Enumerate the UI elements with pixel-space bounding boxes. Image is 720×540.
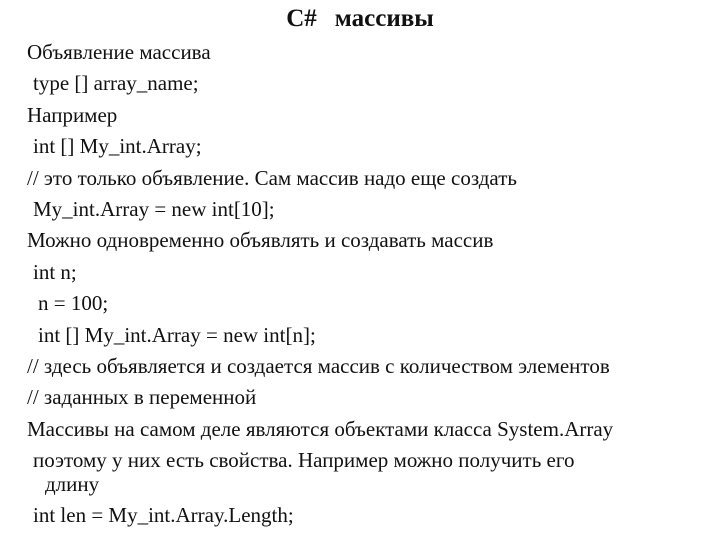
code-line-declaration-syntax: type [] array_name;	[33, 71, 199, 96]
text-line-simultaneous-heading: Можно одновременно объявлять и создавать массив	[27, 228, 494, 253]
comment-line-created-with-count: // здесь объявляется и создается массив с количеством элементов	[27, 354, 610, 379]
comment-line-given-in-variable: // заданных в переменной	[27, 385, 257, 410]
text-line-example-heading: Например	[27, 102, 118, 127]
code-line-n-assign: n = 100;	[38, 291, 109, 316]
code-line-declaration-example: int [] My_int.Array;	[33, 134, 202, 159]
code-line-length: int len = My_int.Array.Length;	[33, 502, 294, 527]
title-topic: массивы	[334, 5, 434, 32]
code-line-int-n: int n;	[33, 259, 77, 284]
text-line-declaration-heading: Объявление массива	[27, 40, 211, 64]
text-line-length-word: длину	[45, 471, 100, 496]
title-language: C#	[286, 5, 317, 32]
code-line-declare-and-create: int [] My_int.Array = new int[n];	[38, 322, 316, 347]
text-line-properties: поэтому у них есть свойства. Например можно получить его	[33, 448, 575, 473]
code-line-array-creation: My_int.Array = new int[10];	[33, 197, 275, 222]
slide-title	[0, 3, 720, 35]
slide-body	[27, 37, 717, 531]
comment-line-only-declaration: // это только объявление. Сам массив надо еще создать	[27, 165, 517, 190]
text-line-arrays-are-objects: Массивы на самом деле являются объектами класса System.Array	[27, 416, 614, 441]
